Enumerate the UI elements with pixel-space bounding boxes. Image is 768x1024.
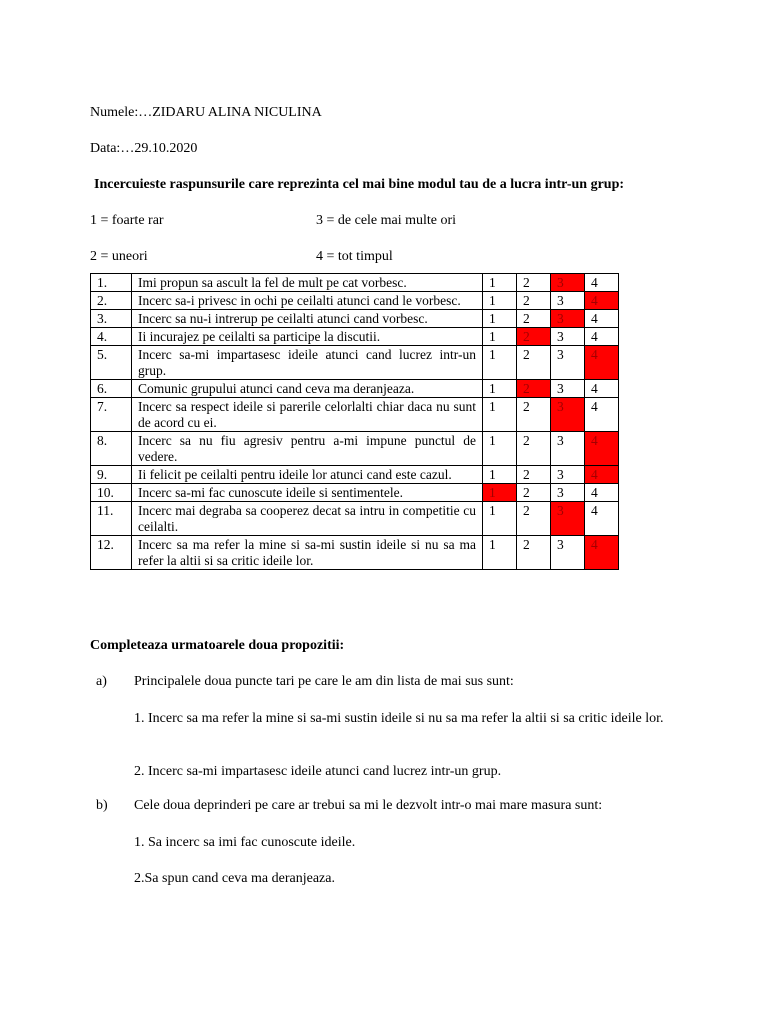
option-1[interactable]: 1 — [483, 466, 517, 484]
option-1[interactable]: 1 — [483, 398, 517, 432]
option-4[interactable]: 4 — [585, 502, 619, 536]
row-statement: Incerc sa-mi impartasesc ideile atunci cand lucrez intr-un grup. — [132, 346, 483, 380]
table-row — [91, 274, 619, 292]
option-1[interactable]: 1 — [483, 310, 517, 328]
item-b-label: b) — [96, 798, 108, 813]
option-4[interactable]: 4 — [585, 484, 619, 502]
row-number: 2. — [91, 292, 132, 310]
option-3[interactable]: 3 — [551, 380, 585, 398]
option-1[interactable]: 1 — [483, 380, 517, 398]
table-row — [91, 502, 619, 536]
option-2[interactable]: 2 — [517, 292, 551, 310]
option-3-selected[interactable]: 3 — [551, 274, 585, 292]
option-1[interactable]: 1 — [483, 346, 517, 380]
row-statement: Incerc sa-mi fac cunoscute ideile si sentimentele. — [132, 484, 483, 502]
row-statement: Incerc sa nu fiu agresiv pentru a-mi impune punctul de vedere. — [132, 432, 483, 466]
option-1-selected[interactable]: 1 — [483, 484, 517, 502]
row-number: 4. — [91, 328, 132, 346]
row-statement: Incerc sa nu-i intrerup pe ceilalti atunci cand vorbesc. — [132, 310, 483, 328]
item-b-answer-1: 1. Sa incerc sa imi fac cunoscute ideile. — [134, 835, 356, 850]
row-statement: Ii incurajez pe ceilalti sa participe la discutii. — [132, 328, 483, 346]
table-row — [91, 328, 619, 346]
instruction-text: Incercuieste raspunsurile care reprezinta cel mai bine modul tau de a lucra intr-un grup: — [94, 177, 625, 192]
row-number: 6. — [91, 380, 132, 398]
option-4[interactable]: 4 — [585, 380, 619, 398]
row-number: 11. — [91, 502, 132, 536]
completion-heading: Completeaza urmatoarele doua propozitii: — [90, 638, 345, 653]
row-number: 9. — [91, 466, 132, 484]
option-2[interactable]: 2 — [517, 536, 551, 570]
option-2-selected[interactable]: 2 — [517, 380, 551, 398]
row-statement: Incerc sa respect ideile si parerile celorlalti chiar daca nu sunt de acord cu ei. — [132, 398, 483, 432]
option-1[interactable]: 1 — [483, 432, 517, 466]
row-statement: Incerc sa-i privesc in ochi pe ceilalti atunci cand le vorbesc. — [132, 292, 483, 310]
date-line: Data:…29.10.2020 — [90, 141, 198, 156]
questionnaire-table — [90, 273, 619, 570]
option-4-selected[interactable]: 4 — [585, 536, 619, 570]
table-row — [91, 536, 619, 570]
item-b-answer-2: 2.Sa spun cand ceva ma deranjeaza. — [134, 871, 335, 886]
legend-4: 4 = tot timpul — [316, 249, 393, 264]
option-3[interactable]: 3 — [551, 484, 585, 502]
option-2[interactable]: 2 — [517, 346, 551, 380]
table-row — [91, 346, 619, 380]
option-2[interactable]: 2 — [517, 274, 551, 292]
item-a-answer-2: 2. Incerc sa-mi impartasesc ideile atunci cand lucrez intr-un grup. — [134, 764, 502, 779]
option-3[interactable]: 3 — [551, 292, 585, 310]
option-1[interactable]: 1 — [483, 328, 517, 346]
table-row — [91, 292, 619, 310]
item-b-prompt: Cele doua deprinderi pe care ar trebui sa mi le dezvolt intr-o mai mare masura sunt: — [134, 798, 603, 813]
option-1[interactable]: 1 — [483, 292, 517, 310]
option-1[interactable]: 1 — [483, 536, 517, 570]
legend-3: 3 = de cele mai multe ori — [316, 213, 457, 228]
row-statement: Ii felicit pe ceilalti pentru ideile lor atunci cand este cazul. — [132, 466, 483, 484]
option-2[interactable]: 2 — [517, 398, 551, 432]
option-4[interactable]: 4 — [585, 274, 619, 292]
row-number: 1. — [91, 274, 132, 292]
option-4[interactable]: 4 — [585, 328, 619, 346]
row-statement: Incerc mai degraba sa cooperez decat sa intru in competitie cu ceilalti. — [132, 502, 483, 536]
option-4-selected[interactable]: 4 — [585, 466, 619, 484]
option-4[interactable]: 4 — [585, 310, 619, 328]
option-3[interactable]: 3 — [551, 536, 585, 570]
row-number: 5. — [91, 346, 132, 380]
row-number: 8. — [91, 432, 132, 466]
table-row — [91, 398, 619, 432]
option-3-selected[interactable]: 3 — [551, 502, 585, 536]
row-statement: Incerc sa ma refer la mine si sa-mi sustin ideile si nu sa ma refer la altii si sa critic ideile lor. — [132, 536, 483, 570]
table-row — [91, 466, 619, 484]
option-3[interactable]: 3 — [551, 346, 585, 380]
option-3[interactable]: 3 — [551, 432, 585, 466]
option-3-selected[interactable]: 3 — [551, 398, 585, 432]
row-number: 7. — [91, 398, 132, 432]
option-2[interactable]: 2 — [517, 432, 551, 466]
table-row — [91, 310, 619, 328]
option-1[interactable]: 1 — [483, 274, 517, 292]
option-2[interactable]: 2 — [517, 466, 551, 484]
name-line: Numele:…ZIDARU ALINA NICULINA — [90, 105, 322, 120]
row-number: 3. — [91, 310, 132, 328]
option-4-selected[interactable]: 4 — [585, 432, 619, 466]
row-statement: Comunic grupului atunci cand ceva ma deranjeaza. — [132, 380, 483, 398]
option-2[interactable]: 2 — [517, 484, 551, 502]
row-number: 12. — [91, 536, 132, 570]
item-a-label: a) — [96, 674, 107, 689]
option-3[interactable]: 3 — [551, 328, 585, 346]
table-row — [91, 432, 619, 466]
table-row — [91, 380, 619, 398]
option-4[interactable]: 4 — [585, 398, 619, 432]
option-4-selected[interactable]: 4 — [585, 292, 619, 310]
option-2-selected[interactable]: 2 — [517, 328, 551, 346]
item-a-prompt: Principalele doua puncte tari pe care le am din lista de mai sus sunt: — [134, 674, 514, 689]
option-1[interactable]: 1 — [483, 502, 517, 536]
option-3-selected[interactable]: 3 — [551, 310, 585, 328]
option-4-selected[interactable]: 4 — [585, 346, 619, 380]
option-2[interactable]: 2 — [517, 502, 551, 536]
row-statement: Imi propun sa ascult la fel de mult pe cat vorbesc. — [132, 274, 483, 292]
row-number: 10. — [91, 484, 132, 502]
legend-1: 1 = foarte rar — [90, 213, 164, 228]
option-2[interactable]: 2 — [517, 310, 551, 328]
option-3[interactable]: 3 — [551, 466, 585, 484]
table-row — [91, 484, 619, 502]
legend-2: 2 = uneori — [90, 249, 148, 264]
item-a-answer-1: 1. Incerc sa ma refer la mine si sa-mi sustin ideile si nu sa ma refer la altii si sa critic ideile lor. — [134, 711, 664, 726]
